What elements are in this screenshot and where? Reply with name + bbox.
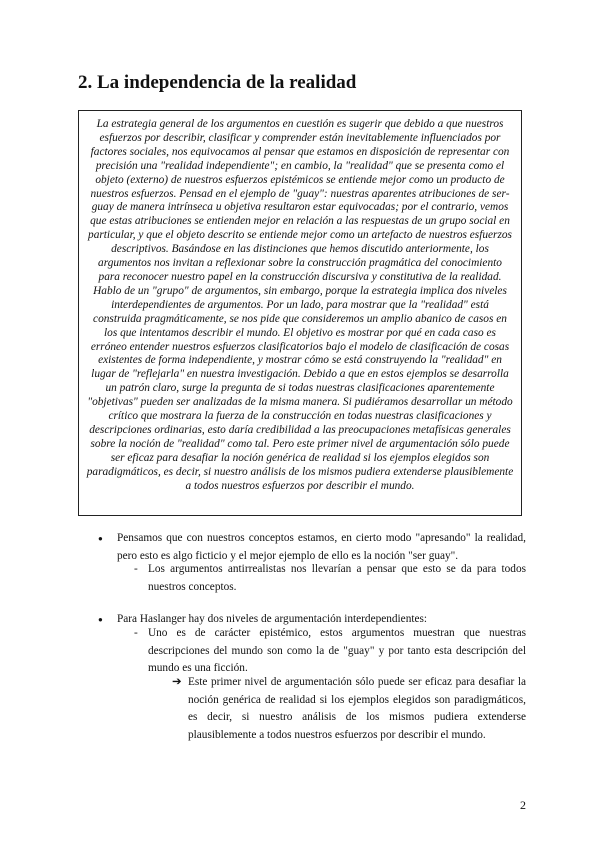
arrow-right-icon: ➔	[172, 676, 182, 688]
bullet-icon: ●	[98, 534, 103, 543]
page-number: 2	[520, 798, 526, 812]
dash-icon: -	[134, 627, 138, 639]
bullet-item-1: Pensamos que con nuestros conceptos estamos, en cierto modo "apresando" la realidad, pero esto es algo ficticio y el mejor ejemplo de ello es la noción "ser guay".	[117, 532, 526, 562]
quote-box	[78, 110, 522, 516]
sub-sub-item-1: Este primer nivel de argumentación sólo puede ser eficaz para desafiar la noción genérica de realidad si los ejemplos elegidos son paradigmáticos, es decir, si nuestro análisis de los mismos pudiera extenderse plausiblemente a todos nuestros esfuerzos por describir el mundo.	[188, 676, 526, 741]
dash-icon: -	[134, 563, 138, 575]
sub-item-1: Los argumentos antirrealistas nos llevarían a pensar que esto se da para todos nuestros conceptos.	[148, 563, 526, 593]
section-heading: 2. La independencia de la realidad	[78, 72, 357, 93]
bullet-item-2: Para Haslanger hay dos niveles de argumentación interdependientes:	[117, 613, 428, 625]
sub-item-2: Uno es de carácter epistémico, estos argumentos muestran que nuestras descripciones del mundo son como la de "guay" y por tanto esta descripción del mundo es una ficción.	[148, 627, 526, 674]
quote-text: La estrategia general de los argumentos en cuestión es sugerir que debido a que nuestros esfuerzos por describir, clasificar y comprender están inevitablemente influenciados por factores sociales, nos equivocamos al pensar que estamos en disposición de representar con precisión una "realidad independiente"; en cambio, la "realidad" que se presenta como el objeto (externo) de nuestros esfuerzos epistémicos se entiende mejor como un producto de nuestros esfuerzos. Pensad en el ejemplo de "guay": nuestras aparentes atribuciones de ser-guay de manera intrínseca u objetiva resultaron estar equivocadas; por el contrario, vemos que estas atribuciones se entienden mejor en relación a las respuestas de un grupo social en particular, y que el objeto descrito se entiende mejor como un artefacto de nuestros esfuerzos descriptivos. Basándose en las distinciones que hemos discutido anteriormente, los argumentos nos invitan a reflexionar sobre la construcción pragmática del conocimiento para reconocer nuestro papel en la construcción discursiva y constitutiva de la realidad. Hablo de un "grupo" de argumentos, sin embargo, porque la estrategia implica dos niveles interdependientes de argumentos. Por un lado, para mostrar que la "realidad" está construida pragmáticamente, se nos pide que consideremos un amplio abanico de casos en los que intentamos describir el mundo. El objetivo es mostrar por qué en cada caso es erróneo entender nuestros esfuerzos clasificatorios bajo el modelo de clasificación de cosas existentes de forma independiente, y mostrar cómo se está construyendo la "realidad" en lugar de "reflejarla" en nuestra investigación. Debido a que en estos ejemplos se desarrolla un patrón claro, surge la pregunta de si todas nuestras clasificaciones aparentemente "objetivas" pueden ser analizadas de la misma manera. Si pudiéramos desarrollar un método crítico que mostrara la fuerza de la construcción en todas nuestras clasificaciones y descripciones ordinarias, esto daría credibilidad a las preocupaciones metafísicas generales sobre la noción de "realidad" como tal. Pero este primer nivel de argumentación sólo puede ser eficaz para desafiar la noción genérica de realidad si los ejemplos elegidos son paradigmáticos, es decir, si nuestro análisis de los mismos pudiera extenderse plausiblemente a todos nuestros esfuerzos por describir el mundo.	[86, 118, 514, 492]
bullet-icon: ●	[98, 615, 103, 624]
